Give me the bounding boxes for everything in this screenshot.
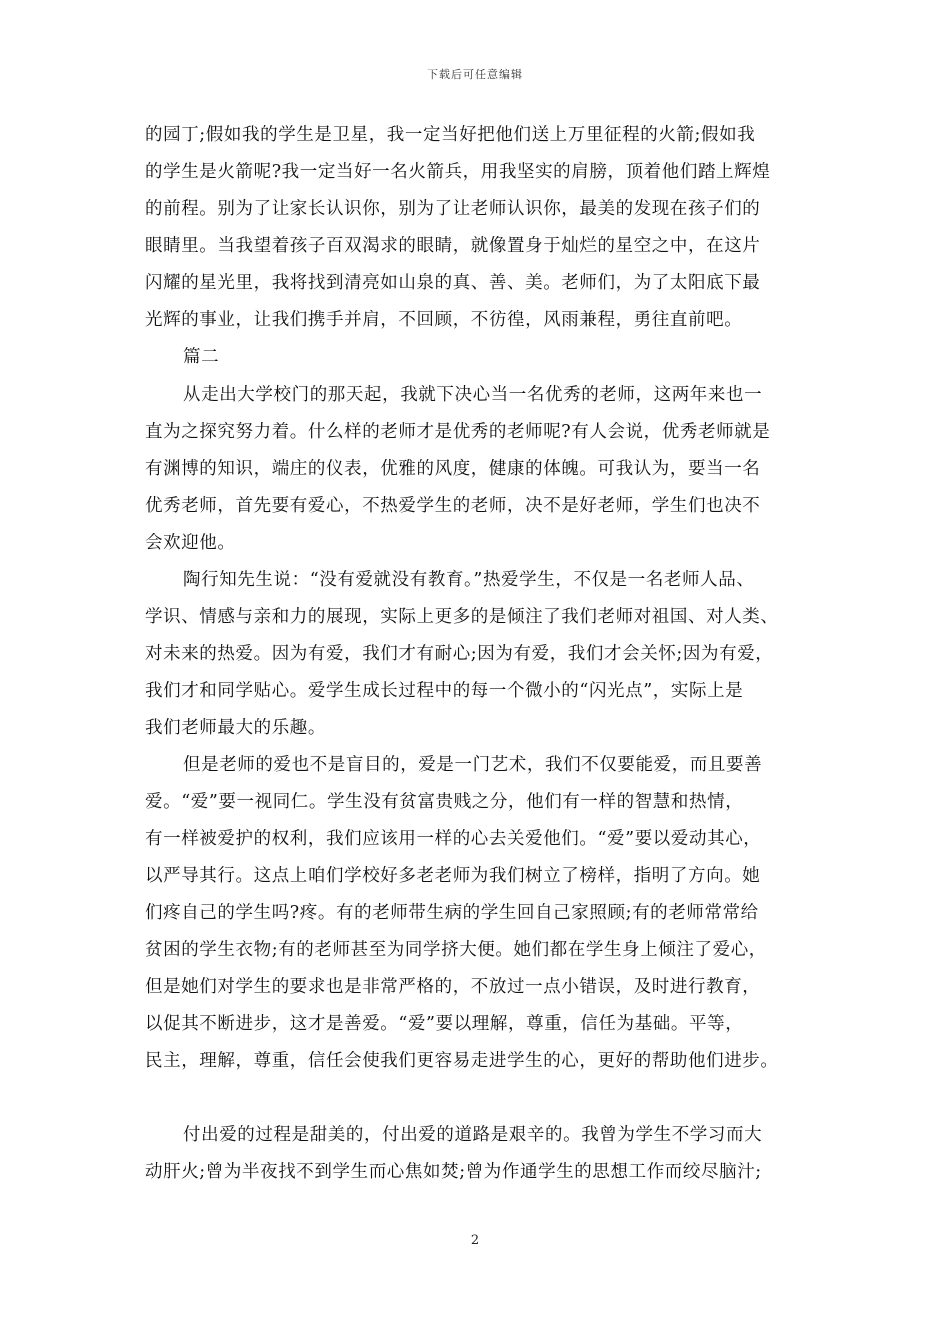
text-line: 会欢迎他。: [145, 533, 236, 553]
text-line: 眼睛里。当我望着孩子百双渴求的眼睛，就像置身于灿烂的星空之中，在这片: [145, 236, 761, 256]
text-line: 从走出大学校门的那天起，我就下决心当一名优秀的老师，这两年来也一: [183, 385, 763, 405]
section-heading: 篇二: [183, 347, 220, 367]
text-line: 闪耀的星光里，我将找到清亮如山泉的真、善、美。老师们，为了太阳底下最: [145, 273, 761, 293]
page-header: 下载后可任意编辑: [427, 68, 523, 81]
text-line: 有渊博的知识，端庄的仪表，优雅的风度，健康的体魄。可我认为，要当一名: [145, 459, 761, 479]
text-line: 的园丁;假如我的学生是卫星，我一定当好把他们送上万里征程的火箭;假如我: [145, 125, 756, 145]
text-line: 动肝火;曾为半夜找不到学生而心焦如焚;曾为作通学生的思想工作而绞尽脑汁;: [145, 1162, 762, 1182]
text-line: 有一样被爱护的权利，我们应该用一样的心去关爱他们。“爱”要以爱动其心，: [145, 829, 762, 849]
text-line: 民主，理解，尊重，信任会使我们更容易走进学生的心，更好的帮助他们进步。: [145, 1051, 779, 1071]
text-line: 贫困的学生衣物;有的老师甚至为同学挤大便。她们都在学生身上倾注了爱心，: [145, 940, 767, 960]
text-line: 以促其不断进步，这才是善爱。“爱”要以理解，尊重，信任为基础。平等，: [145, 1014, 744, 1034]
text-line: 光辉的事业，让我们携手并肩，不回顾，不彷徨，风雨兼程，勇往直前吧。: [145, 310, 743, 330]
text-line: 学识、情感与亲和力的展现，实际上更多的是倾注了我们老师对祖国、对人类、: [145, 607, 779, 627]
text-line: 的学生是火箭呢?我一定当好一名火箭兵，用我坚实的肩膀，顶着他们踏上辉煌: [145, 162, 771, 182]
text-line: 但是老师的爱也不是盲目的，爱是一门艺术，我们不仅要能爱，而且要善: [183, 755, 763, 775]
text-line: 的前程。别为了让家长认识你，别为了让老师认识你，最美的发现在孩子们的: [145, 199, 761, 219]
text-line: 陶行知先生说：“没有爱就没有教育。”热爱学生，不仅是一名老师人品、: [183, 570, 755, 590]
text-line: 对未来的热爱。因为有爱，我们才有耐心;因为有爱，我们才会关怀;因为有爱，: [145, 644, 774, 664]
text-line: 我们才和同学贴心。爱学生成长过程中的每一个微小的“闪光点”，实际上是: [145, 681, 744, 701]
text-line: 爱。“爱”要一视同仁。学生没有贫富贵贱之分，他们有一样的智慧和热情，: [145, 792, 744, 812]
text-line: 我们老师最大的乐趣。: [145, 718, 326, 738]
page-number: 2: [470, 1233, 480, 1248]
text-line: 付出爱的过程是甜美的，付出爱的道路是艰辛的。我曾为学生不学习而大: [183, 1125, 763, 1145]
text-line: 直为之探究努力着。什么样的老师才是优秀的老师呢?有人会说，优秀老师就是: [145, 422, 771, 442]
text-line: 优秀老师，首先要有爱心，不热爱学生的老师，决不是好老师，学生们也决不: [145, 496, 761, 516]
text-line: 们疼自己的学生吗?疼。有的老师带生病的学生回自己家照顾;有的老师常常给: [145, 903, 759, 923]
text-line: 但是她们对学生的要求也是非常严格的，不放过一点小错误，及时进行教育，: [145, 977, 761, 997]
text-line: 以严导其行。这点上咱们学校好多老老师为我们树立了榜样，指明了方向。她: [145, 866, 761, 886]
